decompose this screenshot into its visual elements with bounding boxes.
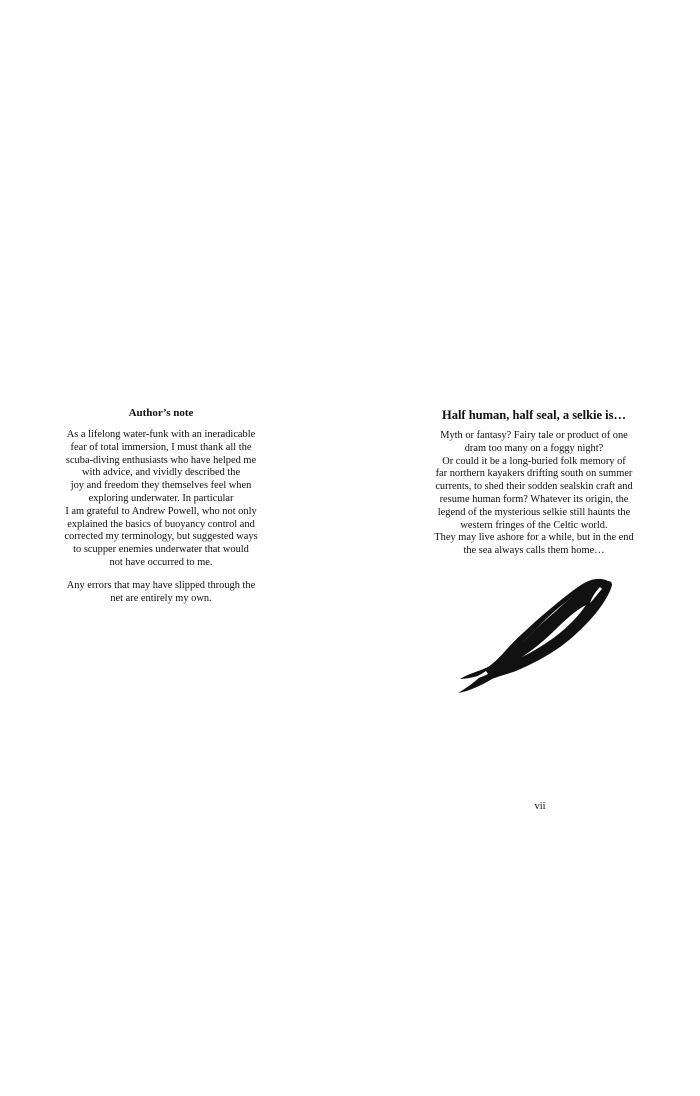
text-line: joy and freedom they themselves feel when — [70, 480, 252, 492]
text-line: corrected my terminology, but suggested ways — [64, 531, 258, 543]
text-line: As a lifelong water-funk with an ineradicable — [66, 429, 256, 440]
text-line: I am grateful to Andrew Powell, who not only — [65, 505, 257, 517]
left-page — [0, 0, 320, 1096]
selkie-body — [424, 430, 644, 558]
text-line: explained the basics of buoyancy control and — [67, 518, 255, 530]
text-line: far northern kayakers drifting south on summer — [435, 468, 633, 480]
text-line: to scupper enemies underwater that would — [73, 544, 249, 556]
text-line: Any errors that may have slipped through the — [66, 579, 256, 591]
text-line: They may live ashore for a while, but in the end — [434, 532, 634, 544]
text-line: fear of total immersion, I must thank all the — [70, 441, 252, 453]
text-line: exploring underwater. In particular — [88, 492, 234, 504]
selkie-intro — [424, 407, 644, 558]
text-line: Myth or fantasy? Fairy tale or product of one — [440, 430, 628, 441]
authors-note — [58, 406, 264, 605]
text-line: resume human form? Whatever its origin, the — [439, 493, 629, 505]
authors-note-paragraph-1 — [58, 429, 264, 570]
text-line: currents, to shed their sodden sealskin craft and — [435, 481, 633, 493]
right-page — [380, 0, 700, 1096]
text-line: dram too many on a foggy night? — [464, 442, 604, 454]
text-line: with advice, and vividly described the — [81, 467, 241, 479]
text-line: net are entirely my own. — [110, 592, 212, 604]
text-line: not have occurred to me. — [109, 556, 213, 568]
text-line: scuba-diving enthusiasts who have helped me — [65, 454, 257, 466]
selkie-seal-icon — [450, 575, 620, 700]
text-line: legend of the mysterious selkie still haunts the — [437, 506, 631, 518]
selkie-heading: Half human, half seal, a selkie is… — [441, 408, 627, 422]
text-line: western fringes of the Celtic world. — [460, 519, 608, 531]
paragraph-spacer — [58, 570, 264, 580]
text-line: Or could it be a long-buried folk memory of — [442, 455, 626, 467]
page-number: vii — [534, 801, 546, 812]
authors-note-paragraph-2 — [58, 580, 264, 606]
text-line: the sea always calls them home… — [463, 545, 605, 557]
authors-note-heading: Author’s note — [128, 407, 194, 419]
